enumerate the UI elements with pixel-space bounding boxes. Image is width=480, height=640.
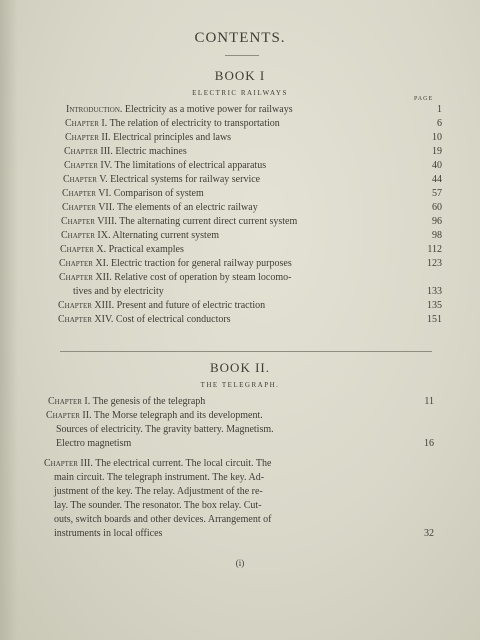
toc-entry [58, 314, 231, 325]
page-number: 10 [432, 132, 442, 143]
chapter-label: Chapter II. [46, 410, 92, 421]
page-number: 11 [424, 396, 434, 407]
chapter-title: Cost of electrical conductors [115, 314, 231, 325]
page-number: 40 [432, 160, 442, 171]
chapter-title: Alternating current system [112, 230, 220, 241]
chapter-title: Present and future of electric traction [116, 300, 266, 311]
chapter-label: Introduction. [66, 104, 123, 115]
chapter-label: Chapter I. [65, 118, 108, 129]
chapter-label: Chapter XII. [59, 272, 112, 283]
title-rule [225, 55, 259, 56]
chapter-label: Chapter IX. [61, 230, 111, 241]
page-title: CONTENTS. [194, 30, 286, 46]
toc-entry [44, 458, 271, 469]
toc-entry-continuation [54, 472, 264, 483]
chapter-title: main circuit. The telegraph instrument. The key. Ad- [54, 472, 265, 483]
toc-entry [63, 174, 260, 185]
chapter-label: Chapter I. [48, 396, 91, 407]
section-divider [60, 351, 432, 352]
toc-entry [66, 104, 293, 115]
page-number: 60 [432, 202, 442, 213]
chapter-label: Chapter X. [60, 244, 107, 255]
chapter-title: Electrical systems for railway service [110, 174, 261, 185]
chapter-title: The genesis of the telegraph [92, 396, 206, 407]
toc-entry-continuation [56, 438, 131, 449]
chapter-title: lay. The sounder. The resonator. The box relay. Cut- [54, 500, 262, 511]
chapter-label: Chapter XIII. [58, 300, 115, 311]
page-number: 16 [424, 438, 434, 449]
toc-entry [62, 202, 258, 213]
chapter-title: instruments in local offices [54, 528, 163, 539]
chapter-label: Chapter VIII. [61, 216, 117, 227]
chapter-title: The elements of an electric railway [116, 202, 258, 213]
chapter-title: outs, switch boards and other devices. Arrangement of [54, 514, 272, 525]
chapter-label: Chapter IV. [64, 160, 113, 171]
page-number: 19 [432, 146, 442, 157]
book-2-heading: BOOK II. [210, 360, 270, 375]
toc-entry-continuation [73, 286, 164, 297]
chapter-label: Chapter II. [65, 132, 111, 143]
page-number: 112 [427, 244, 442, 255]
chapter-label: Chapter III. [64, 146, 113, 157]
chapter-title: The limitations of electrical apparatus [114, 160, 267, 171]
book-1-subheading: ELECTRIC RAILWAYS [192, 89, 288, 97]
page-column-label: PAGE [414, 96, 434, 102]
page-number: 6 [437, 118, 442, 129]
chapter-title: Comparison of system [113, 188, 204, 199]
chapter-title: Relative cost of operation by steam locomo- [114, 272, 292, 283]
toc-entry [65, 132, 231, 143]
toc-entry-continuation [54, 528, 162, 539]
chapter-title: The alternating current direct current system [119, 216, 298, 227]
book-1-heading: BOOK I [214, 68, 266, 83]
chapter-label: Chapter VI. [62, 188, 112, 199]
toc-entry [46, 410, 263, 421]
chapter-title: Practical examples [108, 244, 184, 255]
chapter-title: The electrical current. The local circuit. The [95, 458, 272, 469]
page-number: 123 [427, 258, 442, 269]
chapter-label: Chapter III. [44, 458, 93, 469]
page-number: 44 [432, 174, 442, 185]
chapter-title: Electric traction for general railway purposes [110, 258, 292, 269]
toc-entry-continuation [56, 424, 274, 435]
page-number: 32 [424, 528, 434, 539]
page-number: 57 [432, 188, 442, 199]
book-2-subheading: THE TELEGRAPH. [200, 381, 280, 389]
chapter-title: The relation of electricity to transportation [109, 118, 280, 129]
chapter-title: Sources of electricity. The gravity battery. Magnetism. [56, 424, 274, 435]
chapter-label: Chapter XI. [59, 258, 109, 269]
chapter-title: Electric machines [115, 146, 187, 157]
toc-entry [61, 216, 297, 227]
toc-entry [59, 258, 292, 269]
toc-entry [60, 244, 184, 255]
toc-entry [61, 230, 219, 241]
toc-entry [64, 160, 266, 171]
toc-entry [48, 396, 205, 407]
page-number: 98 [432, 230, 442, 241]
page-number: 151 [427, 314, 442, 325]
toc-entry-continuation [54, 500, 262, 511]
toc-entry-continuation [54, 486, 263, 497]
page-number: 133 [427, 286, 442, 297]
chapter-title: Electro magnetism [56, 438, 132, 449]
chapter-label: Chapter V. [63, 174, 108, 185]
toc-entry [62, 188, 204, 199]
toc-entry [64, 146, 187, 157]
toc-entry [59, 272, 291, 283]
chapter-title: Electrical principles and laws [113, 132, 232, 143]
chapter-title: tives and by electricity [73, 286, 164, 297]
chapter-label: Chapter XIV. [58, 314, 114, 325]
chapter-title: Electricity as a motive power for railways [124, 104, 293, 115]
chapter-title: The Morse telegraph and its development. [93, 410, 263, 421]
page-number: 135 [427, 300, 442, 311]
page-number: 96 [432, 216, 442, 227]
toc-entry [65, 118, 280, 129]
page-number: 1 [437, 104, 442, 115]
toc-entry-continuation [54, 514, 271, 525]
chapter-label: Chapter VII. [62, 202, 115, 213]
toc-entry [58, 300, 265, 311]
page-folio: (i) [235, 558, 245, 568]
chapter-title: justment of the key. The relay. Adjustment of the re- [54, 486, 263, 497]
